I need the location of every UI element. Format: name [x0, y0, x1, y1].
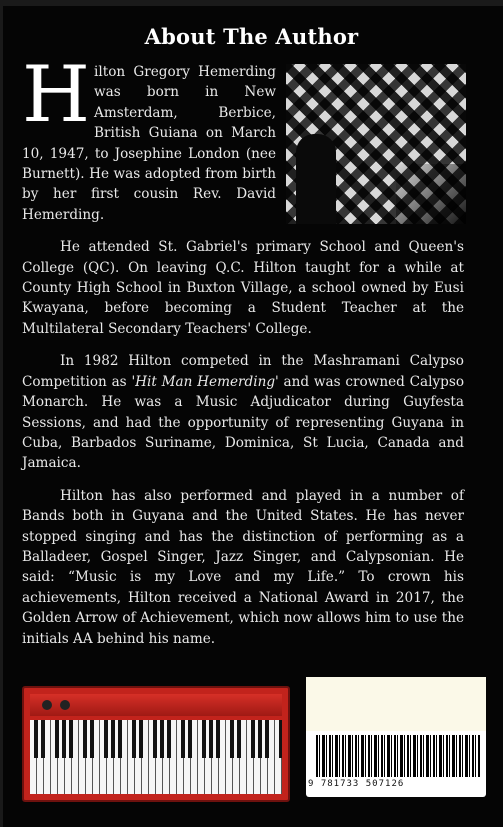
bio-paragraph-2: He attended St. Gabriel's primary School and Queen's College (QC). On leaving Q.C. Hilton taught for a while at County High School in Buxton Village, a school owned by Eusi Kwayana, before becoming a Student Teacher at the Multilateral Secondary Teachers' College. — [22, 239, 464, 337]
bio-paragraph-1 — [22, 50, 276, 225]
bio-paragraph-3 — [22, 351, 464, 473]
keyboard-knob — [42, 700, 52, 710]
barcode-digits: 9 781733 507126 — [308, 779, 405, 789]
price-sticker-blank — [306, 677, 486, 731]
page-title: About The Author — [144, 24, 359, 49]
author-bio — [22, 50, 464, 661]
keyboard-knob — [60, 700, 70, 710]
bio-paragraph-3-pre: In 1982 Hilton competed in the Mashramani Calypso Competition as — [22, 353, 464, 390]
stage-name: 'Hit Man Hemerding' — [131, 373, 279, 390]
bio-paragraph-1-text: ilton Gregory Hemerding was born in New Amsterdam, Berbice, British Guiana on March 10, 1947, to Josephine London (nee Burnett). He was adopted from birth by her first cousin Rev. David Hemerding. — [22, 64, 276, 223]
bio-paragraph-3-post: and was crowned Calypso Monarch. He was a Music Adjudicator during Guyfesta Sessions, and had the opportunity of representing Guyana in Cuba, Barbados Suriname, Dominica, St Lucia, Canada and Jamaica. — [22, 373, 464, 472]
barcode-label — [306, 677, 486, 797]
keyboard-image — [22, 686, 290, 802]
barcode-bars — [316, 735, 480, 777]
bio-paragraph-4: Hilton has also performed and played in a number of Bands both in Guyana and the United States. He has never stopped singing and has the distinction of performing as a Balladeer, Gospel Singer, Jazz Singer, and Calypsonian. He said: “Music is my Love and my Life.” To crown his achievements, Hilton received a National Award in 2017, the Golden Arrow of Achievement, which now allows him to use the initials AA behind his name. — [22, 487, 464, 647]
keyboard-black-keys — [30, 720, 282, 758]
keyboard-control-panel — [30, 694, 282, 716]
drop-cap: H — [22, 50, 91, 140]
